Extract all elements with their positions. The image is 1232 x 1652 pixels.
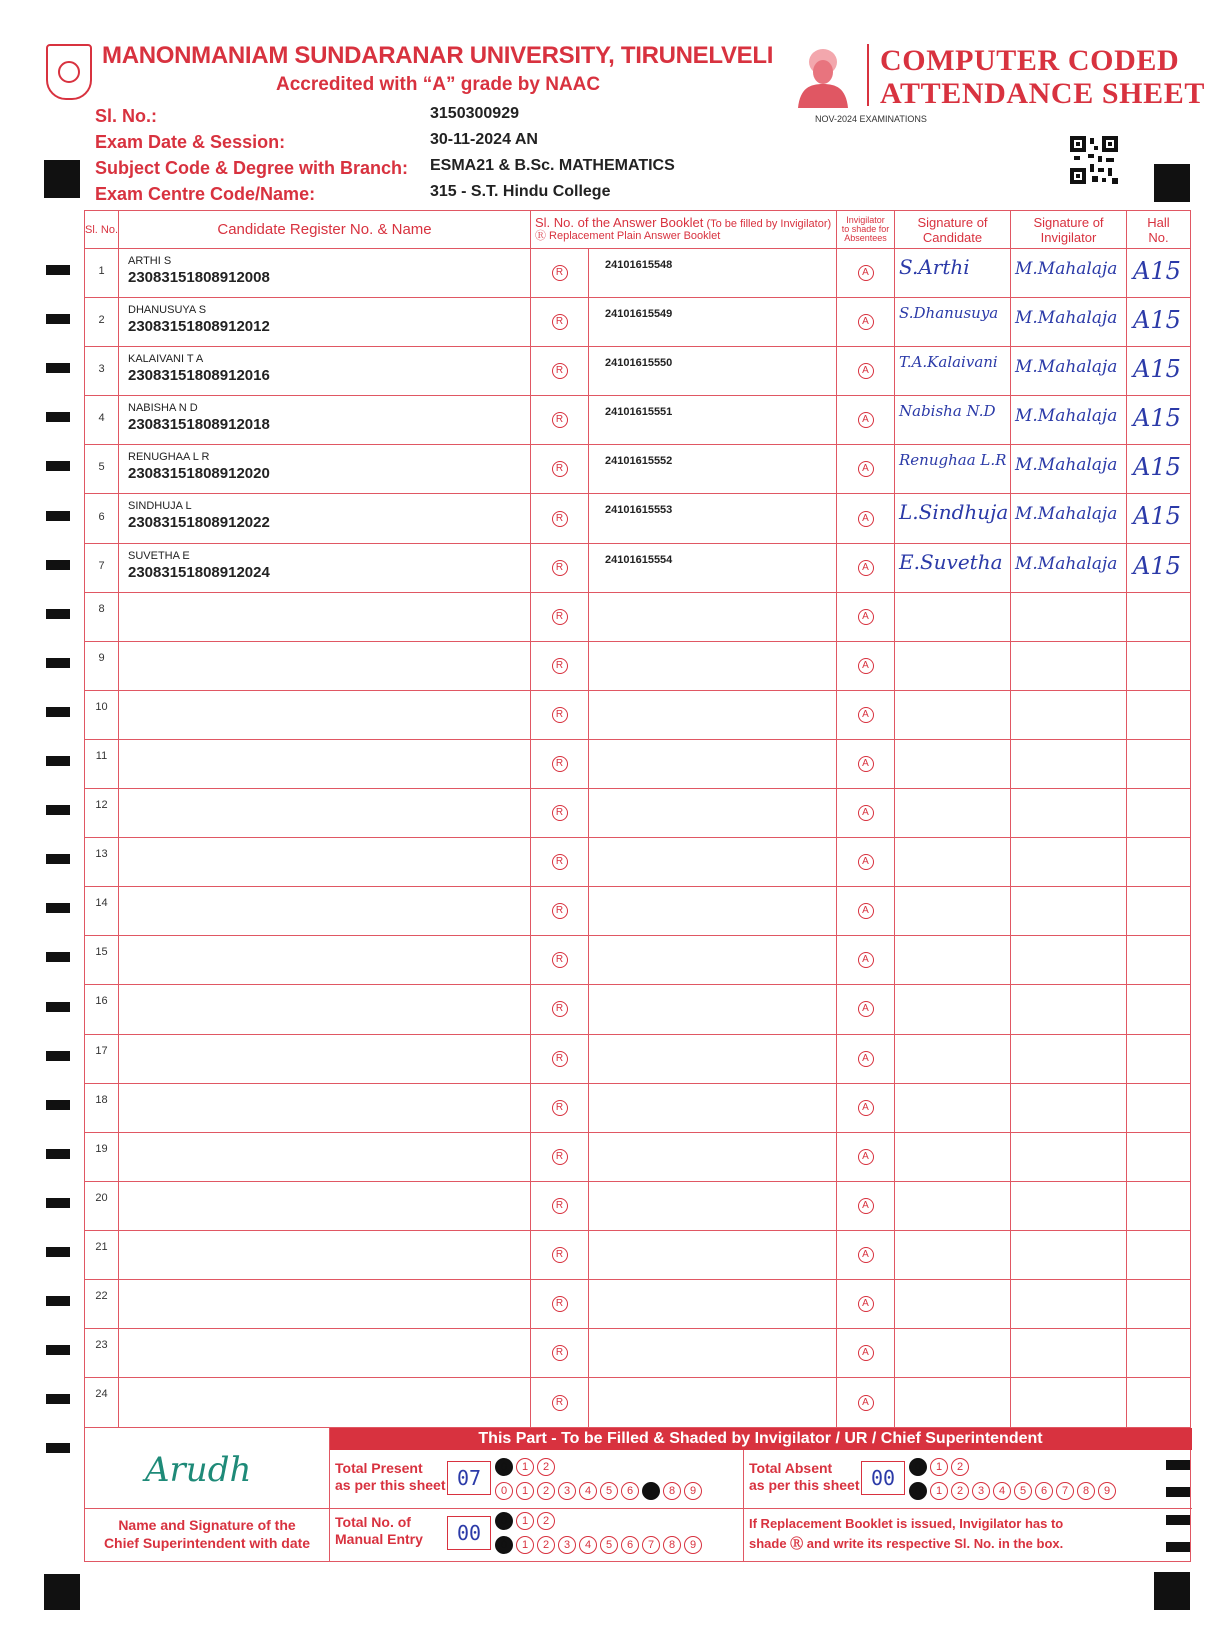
- row-slno: 20: [95, 1191, 108, 1204]
- corner-marker: [1154, 1572, 1190, 1610]
- digit-bubble[interactable]: 8: [663, 1482, 681, 1500]
- absentee-bubble[interactable]: A: [858, 461, 874, 477]
- header-slno: Sl. No.: [85, 223, 119, 236]
- candidate-signature: S.Arthi: [899, 255, 970, 279]
- replacement-bubble[interactable]: R: [552, 1100, 568, 1116]
- total-absent-box[interactable]: 00: [861, 1461, 905, 1495]
- replacement-bubble[interactable]: R: [552, 805, 568, 821]
- row-slno: 12: [95, 799, 108, 812]
- row-slno: 1: [98, 265, 105, 278]
- booklet-number[interactable]: 24101615551: [605, 406, 673, 419]
- timing-mark: [46, 461, 70, 471]
- timing-mark: [46, 658, 70, 668]
- invigilator-signature: M.Mahalaja: [1015, 455, 1118, 476]
- replacement-bubble[interactable]: R: [552, 1296, 568, 1312]
- absentee-bubble[interactable]: A: [858, 707, 874, 723]
- booklet-number[interactable]: 24101615553: [605, 504, 673, 517]
- header-field-value: ESMA21 & B.Sc. MATHEMATICS: [430, 157, 675, 174]
- replacement-bubble[interactable]: R: [552, 903, 568, 919]
- timing-mark: [46, 1198, 70, 1208]
- candidate-name: ARTHI S: [128, 255, 172, 267]
- digit-bubble[interactable]: 2: [951, 1458, 969, 1476]
- row-slno: 22: [95, 1289, 108, 1302]
- digit-bubble[interactable]: 7: [642, 1536, 660, 1554]
- header-hall-no: Hall No.: [1147, 214, 1170, 245]
- booklet-number[interactable]: 24101615552: [605, 455, 673, 468]
- timing-mark: [46, 1443, 70, 1453]
- digit-bubble[interactable]: 4: [579, 1536, 597, 1554]
- qr-code-icon: [1068, 134, 1120, 186]
- exam-label: NOV-2024 EXAMINATIONS: [815, 114, 927, 124]
- table-row: [85, 249, 1190, 298]
- total-present-units[interactable]: [495, 1482, 702, 1500]
- row-slno: 18: [95, 1093, 108, 1106]
- table-row: [85, 789, 1190, 838]
- absentee-bubble[interactable]: A: [858, 952, 874, 968]
- table-row: [85, 1280, 1190, 1329]
- digit-bubble[interactable]: 1: [516, 1536, 534, 1554]
- header-booklet: Sl. No. of the Answer Booklet (To be filled by Invigilator) Ⓡ Replacement Plain Answer Booklet: [535, 215, 832, 242]
- official-section: [84, 1428, 1191, 1562]
- header-field-label: Exam Date & Session:: [95, 132, 286, 152]
- digit-bubble[interactable]: 2: [537, 1512, 555, 1530]
- replacement-bubble[interactable]: R: [552, 1001, 568, 1017]
- digit-bubble[interactable]: 4: [993, 1482, 1011, 1500]
- table-row: [85, 1378, 1190, 1427]
- row-slno: 2: [98, 314, 105, 327]
- total-absent-label: Total Absent as per this sheet: [749, 1460, 860, 1493]
- absentee-bubble[interactable]: A: [858, 658, 874, 674]
- total-present-label: Total Present as per this sheet: [335, 1460, 446, 1493]
- sheet-title: COMPUTER CODED ATTENDANCE SHEET: [880, 44, 1205, 110]
- digit-bubble[interactable]: 8: [1077, 1482, 1095, 1500]
- timing-mark: [46, 1345, 70, 1355]
- timing-mark: [46, 412, 70, 422]
- replacement-bubble[interactable]: R: [552, 609, 568, 625]
- header-field-value: 30-11-2024 AN: [430, 131, 538, 148]
- table-row: [85, 887, 1190, 936]
- timing-mark: [46, 903, 70, 913]
- table-row: [85, 1084, 1190, 1133]
- timing-mark: [46, 1149, 70, 1159]
- invigilator-signature: M.Mahalaja: [1015, 406, 1118, 427]
- invigilator-signature: M.Mahalaja: [1015, 259, 1118, 279]
- row-slno: 15: [95, 946, 108, 959]
- absentee-bubble[interactable]: A: [858, 363, 874, 379]
- replacement-bubble[interactable]: R: [552, 1395, 568, 1411]
- replacement-bubble[interactable]: R: [552, 363, 568, 379]
- candidate-register-no: 23083151808912018: [128, 416, 270, 434]
- table-row: [85, 445, 1190, 494]
- row-slno: 16: [95, 995, 108, 1008]
- corner-marker: [44, 160, 80, 198]
- replacement-bubble[interactable]: R: [552, 1198, 568, 1214]
- digit-bubble[interactable]: 0: [495, 1512, 513, 1530]
- digit-bubble[interactable]: 1: [516, 1482, 534, 1500]
- row-slno: 9: [98, 651, 105, 664]
- table-header: [85, 211, 1190, 249]
- replacement-bubble[interactable]: R: [552, 854, 568, 870]
- timing-mark: [46, 314, 70, 324]
- hall-number: A15: [1133, 404, 1181, 433]
- table-row: [85, 740, 1190, 789]
- booklet-number[interactable]: 24101615549: [605, 308, 673, 321]
- absentee-bubble[interactable]: A: [858, 1149, 874, 1165]
- row-slno: 14: [95, 897, 108, 910]
- row-slno: 7: [98, 559, 105, 572]
- university-logo: [46, 44, 92, 100]
- absentee-bubble[interactable]: A: [858, 412, 874, 428]
- row-slno: 6: [98, 510, 105, 523]
- absentee-bubble[interactable]: A: [858, 609, 874, 625]
- hall-number: A15: [1133, 355, 1181, 384]
- table-row: [85, 936, 1190, 985]
- booklet-number[interactable]: 24101615554: [605, 553, 673, 566]
- digit-bubble[interactable]: 0: [909, 1482, 927, 1500]
- replacement-bubble[interactable]: R: [552, 1247, 568, 1263]
- replacement-bubble[interactable]: R: [552, 1149, 568, 1165]
- digit-bubble[interactable]: 6: [1035, 1482, 1053, 1500]
- timing-mark: [46, 1247, 70, 1257]
- table-row: [85, 838, 1190, 887]
- replacement-bubble[interactable]: R: [552, 952, 568, 968]
- timing-mark: [46, 560, 70, 570]
- corner-marker: [1154, 164, 1190, 202]
- header-divider: [867, 44, 869, 106]
- official-banner: This Part - To be Filled & Shaded by Invigilator / UR / Chief Superintendent: [329, 1428, 1192, 1450]
- row-slno: 23: [95, 1339, 108, 1352]
- timing-mark: [46, 265, 70, 275]
- hall-number: A15: [1133, 306, 1181, 335]
- candidate-name: SINDHUJA L: [128, 500, 192, 513]
- chief-label: Name and Signature of the Chief Superintendent with date: [103, 1517, 311, 1551]
- candidate-signature: Renughaa L.R: [899, 451, 1007, 470]
- accreditation: Accredited with “A” grade by NAAC: [276, 74, 601, 95]
- corner-marker: [44, 1574, 80, 1610]
- manual-entry-box[interactable]: 00: [447, 1516, 491, 1550]
- absentee-bubble[interactable]: A: [858, 1395, 874, 1411]
- manual-entry-units[interactable]: [495, 1536, 702, 1554]
- manual-entry-tens[interactable]: [495, 1512, 555, 1530]
- digit-bubble[interactable]: 5: [600, 1482, 618, 1500]
- absentee-bubble[interactable]: A: [858, 756, 874, 772]
- total-absent-tens[interactable]: [909, 1458, 969, 1476]
- digit-bubble[interactable]: 2: [537, 1482, 555, 1500]
- candidate-name: DHANUSUYA S: [128, 304, 207, 317]
- digit-bubble[interactable]: 7: [642, 1482, 660, 1500]
- candidate-name: KALAIVANI T A: [128, 353, 204, 366]
- candidate-signature: S.Dhanusuya: [899, 304, 999, 323]
- absentee-bubble[interactable]: A: [858, 903, 874, 919]
- header-candidate: Candidate Register No. & Name: [217, 220, 432, 238]
- absentee-bubble[interactable]: A: [858, 854, 874, 870]
- row-slno: 24: [95, 1388, 108, 1401]
- candidate-name: RENUGHAA L R: [128, 451, 210, 464]
- invigilator-signature: M.Mahalaja: [1015, 308, 1118, 329]
- digit-bubble[interactable]: 8: [663, 1536, 681, 1554]
- digit-bubble[interactable]: 1: [516, 1458, 534, 1476]
- digit-bubble[interactable]: 3: [558, 1536, 576, 1554]
- table-row: [85, 1182, 1190, 1231]
- absentee-bubble[interactable]: A: [858, 1100, 874, 1116]
- timing-mark: [46, 756, 70, 766]
- table-row: [85, 691, 1190, 740]
- timing-mark: [46, 952, 70, 962]
- candidate-register-no: 23083151808912016: [128, 367, 270, 385]
- timing-mark: [46, 1051, 70, 1061]
- invigilator-signature: M.Mahalaja: [1015, 504, 1118, 525]
- row-slno: 8: [98, 602, 105, 615]
- digit-bubble[interactable]: 2: [537, 1536, 555, 1554]
- absentee-bubble[interactable]: A: [858, 511, 874, 527]
- digit-bubble[interactable]: 6: [621, 1482, 639, 1500]
- candidate-name: SUVETHA E: [128, 549, 190, 562]
- candidate-register-no: 23083151808912012: [128, 318, 270, 336]
- digit-bubble[interactable]: 1: [516, 1512, 534, 1530]
- absentee-bubble[interactable]: A: [858, 1001, 874, 1017]
- candidate-signature: T.A.Kalaivani: [899, 353, 998, 372]
- replacement-bubble[interactable]: R: [552, 314, 568, 330]
- digit-bubble[interactable]: 2: [951, 1482, 969, 1500]
- attendance-table: [84, 210, 1191, 1428]
- digit-bubble[interactable]: 5: [1014, 1482, 1032, 1500]
- absentee-bubble[interactable]: A: [858, 1198, 874, 1214]
- absentee-bubble[interactable]: A: [858, 1345, 874, 1361]
- total-present-box[interactable]: 07: [447, 1461, 491, 1495]
- timing-mark: [46, 805, 70, 815]
- timing-mark: [46, 609, 70, 619]
- hall-number: A15: [1133, 453, 1181, 482]
- absentee-bubble[interactable]: A: [858, 805, 874, 821]
- timing-mark: [46, 363, 70, 373]
- header-field-value: 3150300929: [430, 105, 519, 122]
- timing-mark: [46, 854, 70, 864]
- absentee-bubble[interactable]: A: [858, 314, 874, 330]
- row-slno: 21: [95, 1240, 108, 1253]
- timing-mark: [46, 1002, 70, 1012]
- table-row: [85, 1231, 1190, 1280]
- header-field-value: 315 - S.T. Hindu College: [430, 183, 611, 200]
- row-slno: 11: [95, 749, 108, 762]
- founder-portrait-icon: [792, 42, 854, 108]
- timing-mark: [46, 1394, 70, 1404]
- candidate-signature: L.Sindhuja: [899, 500, 1009, 525]
- table-body: [85, 249, 1190, 1427]
- table-row: [85, 347, 1190, 396]
- invigilator-signature: M.Mahalaja: [1015, 357, 1118, 378]
- replacement-bubble[interactable]: R: [552, 756, 568, 772]
- digit-bubble[interactable]: 0: [495, 1536, 513, 1554]
- timing-mark: [46, 511, 70, 521]
- absentee-bubble[interactable]: A: [858, 265, 874, 281]
- table-row: [85, 642, 1190, 691]
- timing-mark: [46, 1100, 70, 1110]
- digit-bubble[interactable]: 6: [621, 1536, 639, 1554]
- candidate-register-no: 23083151808912008: [128, 269, 270, 286]
- digit-bubble[interactable]: 3: [972, 1482, 990, 1500]
- header-signature-candidate: Signature of Candidate: [917, 214, 988, 245]
- booklet-number[interactable]: 24101615550: [605, 357, 673, 370]
- header-field-label: Exam Centre Code/Name:: [95, 184, 316, 204]
- table-row: [85, 1035, 1190, 1084]
- absentee-bubble[interactable]: A: [858, 1051, 874, 1067]
- university-name: MANONMANIAM SUNDARANAR UNIVERSITY, TIRUNELVELI: [102, 42, 774, 69]
- table-row: [85, 1133, 1190, 1182]
- replacement-bubble[interactable]: R: [552, 1051, 568, 1067]
- hall-number: A15: [1133, 551, 1181, 580]
- total-present-tens[interactable]: [495, 1458, 555, 1476]
- digit-bubble[interactable]: 7: [1056, 1482, 1074, 1500]
- replacement-note: If Replacement Booklet is issued, Invigilator has to shade Ⓡ and write its respective Sl. No. in the box.: [749, 1516, 1064, 1551]
- absentee-bubble[interactable]: A: [858, 1296, 874, 1312]
- digit-bubble[interactable]: 0: [909, 1458, 927, 1476]
- digit-bubble[interactable]: 1: [930, 1482, 948, 1500]
- row-slno: 4: [98, 412, 105, 425]
- candidate-register-no: 23083151808912024: [128, 563, 270, 581]
- hall-number: A15: [1133, 257, 1181, 285]
- candidate-name: NABISHA N D: [128, 402, 198, 415]
- absentee-bubble[interactable]: A: [858, 1247, 874, 1263]
- booklet-number[interactable]: 24101615548: [605, 259, 673, 271]
- candidate-signature: E.Suvetha: [899, 549, 1003, 574]
- candidate-register-no: 23083151808912022: [128, 514, 270, 532]
- replacement-bubble[interactable]: R: [552, 412, 568, 428]
- row-slno: 17: [95, 1044, 108, 1057]
- table-row: [85, 985, 1190, 1034]
- header-absentees: Invigilator to shade for Absentees: [841, 215, 890, 243]
- table-row: [85, 593, 1190, 642]
- digit-bubble[interactable]: 9: [1098, 1482, 1116, 1500]
- digit-bubble[interactable]: 9: [684, 1482, 702, 1500]
- chief-signature: Arudh: [145, 1450, 252, 1490]
- timing-mark: [46, 1296, 70, 1306]
- replacement-bubble[interactable]: R: [552, 1345, 568, 1361]
- row-slno: 13: [95, 848, 108, 861]
- candidate-signature: Nabisha N.D: [899, 402, 996, 421]
- replacement-bubble[interactable]: R: [552, 511, 568, 527]
- absentee-bubble[interactable]: A: [858, 560, 874, 576]
- digit-bubble[interactable]: 4: [579, 1482, 597, 1500]
- table-row: [85, 396, 1190, 445]
- timing-mark: [46, 707, 70, 717]
- row-slno: 5: [98, 461, 105, 474]
- header-field-label: Sl. No.:: [95, 106, 157, 126]
- digit-bubble[interactable]: 5: [600, 1536, 618, 1554]
- digit-bubble[interactable]: 0: [495, 1482, 513, 1500]
- replacement-bubble[interactable]: R: [552, 707, 568, 723]
- digit-bubble[interactable]: 9: [684, 1536, 702, 1554]
- digit-bubble[interactable]: 3: [558, 1482, 576, 1500]
- replacement-bubble[interactable]: R: [552, 560, 568, 576]
- row-slno: 19: [95, 1142, 108, 1155]
- digit-bubble[interactable]: 0: [495, 1458, 513, 1476]
- candidate-register-no: 23083151808912020: [128, 465, 270, 483]
- row-slno: 3: [98, 363, 105, 376]
- invigilator-signature: M.Mahalaja: [1015, 553, 1118, 574]
- replacement-bubble[interactable]: R: [552, 461, 568, 477]
- table-row: [85, 298, 1190, 347]
- hall-number: A15: [1133, 502, 1181, 531]
- digit-bubble[interactable]: 2: [537, 1458, 555, 1476]
- table-row: [85, 1329, 1190, 1378]
- table-row: [85, 544, 1190, 593]
- total-absent-units[interactable]: [909, 1482, 1116, 1500]
- replacement-bubble[interactable]: R: [552, 265, 568, 281]
- replacement-bubble[interactable]: R: [552, 658, 568, 674]
- row-slno: 10: [95, 700, 108, 713]
- table-row: [85, 494, 1190, 543]
- header-signature-invigilator: Signature of Invigilator: [1033, 214, 1104, 245]
- header-field-label: Subject Code & Degree with Branch:: [95, 158, 409, 178]
- digit-bubble[interactable]: 1: [930, 1458, 948, 1476]
- manual-entry-label: Total No. of Manual Entry: [335, 1514, 423, 1547]
